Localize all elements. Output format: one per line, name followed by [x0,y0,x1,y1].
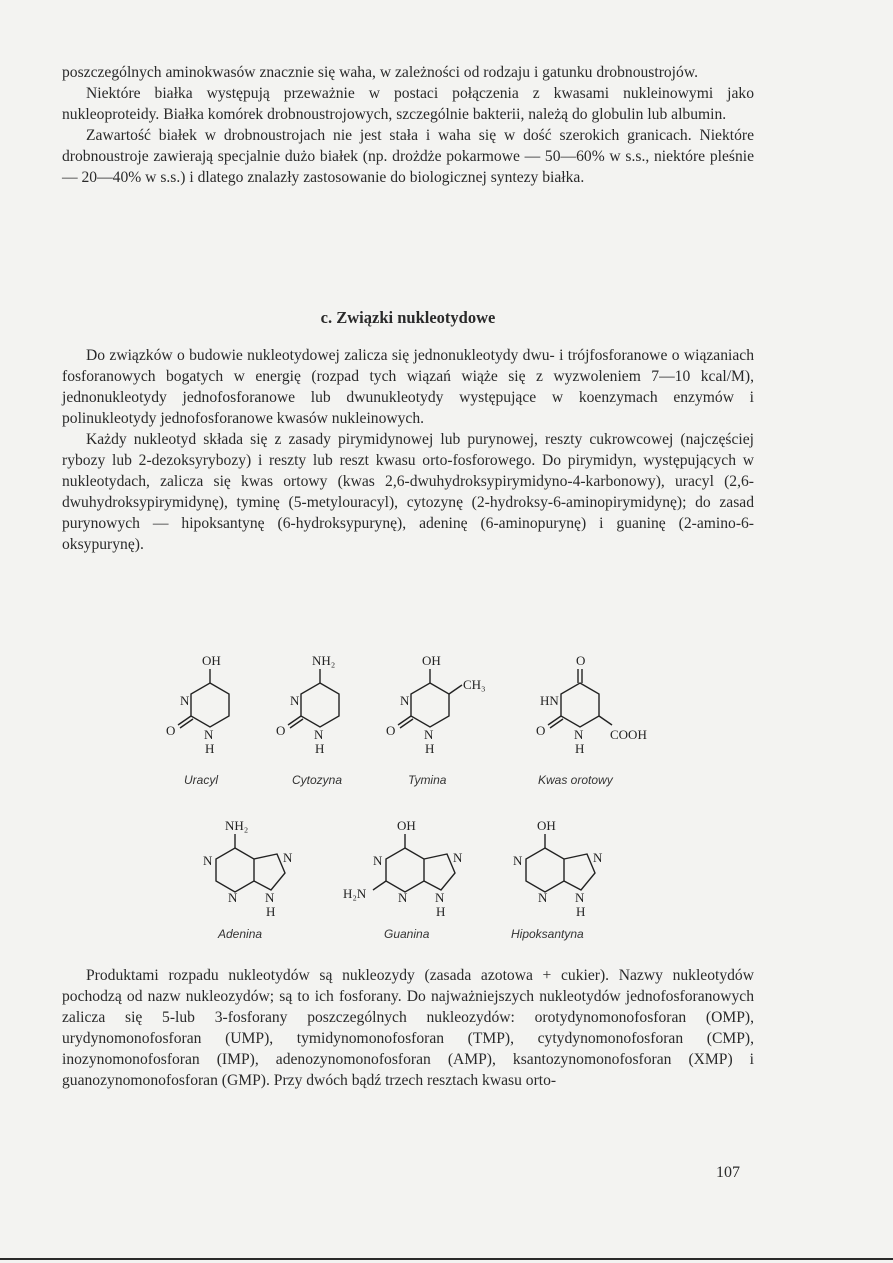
atom-label: N [574,727,584,742]
ring [424,854,455,890]
atom-label: H [205,741,215,756]
atom-label: N [290,693,300,708]
atom-label: N [453,850,463,865]
bond [548,716,561,725]
bond [373,881,386,890]
atom-label: OH [537,818,556,833]
caption-uracyl: Uracyl [184,773,219,787]
atom-label: O [386,723,396,738]
bond [599,716,612,725]
atom-label: H [576,904,586,919]
ring [564,854,595,890]
atom-label: H [425,741,435,756]
atom-label: N [398,890,408,905]
bond [400,719,413,728]
uracyl-structure [166,653,229,756]
bond [449,685,462,694]
cytozyna-structure [276,653,339,756]
ring [561,683,599,727]
atom-label: NH₂ [225,818,249,833]
atom-label: N [283,850,293,865]
atom-label: O [576,653,586,668]
atom-label: N [400,693,410,708]
atom-label: N [203,853,213,868]
bond [178,716,191,725]
atom-label: OH [202,653,221,668]
bond [288,716,301,725]
ring [216,848,254,892]
paragraph: Produktami rozpadu nukleotydów są nukleozydy (zasada azotowa + cukier). Nazwy nukleotydów pochodzą od nazw nukleozydów; są to ich fosforany. Do najważniejszych nukleotydów jednofosforanowych zalicza się 5-lub 3-fosforany poszczególnych nukleozydów: orotydynomonofosforan (OMP), urydynomonofosforan (UMP), tymidynomonofosforan (TMP), cytydynomonofosforan (CMP), inozynomonofosforan (IMP), adenozynomonofosforan (AMP), ksantozynomonofosforan (XMP) i guanozynomonofosforan (GMP). Przy dwóch bądź trzech resztach kwasu orto- [62,967,754,1089]
ring [411,683,449,727]
caption-cytozyna: Cytozyna [292,773,343,787]
bond [180,719,193,728]
atom-label: N [204,727,214,742]
atom-label: CH₃ [463,677,486,692]
ring [301,683,339,727]
bond [290,719,303,728]
atom-label: N [593,850,603,865]
text-block-bottom [62,965,754,1091]
atom-label: N [575,890,585,905]
atom-label: N [538,890,548,905]
adenina-structure [203,818,293,919]
paragraph: Każdy nukleotyd składa się z zasady pirymidynowej lub purynowej, reszty cukrowcowej (najczęściej rybozy lub 2-dezoksyrybozy) i reszty lub reszt kwasu orto-fosforowego. Do pirymidyn, występujących w nukleotydach, zalicza się kwas ortowy (kwas 2,6-dwuhydroksypirymidyno-4-karbonowy), uracyl (2,6-dwuhydroksypirymidynę), tyminę (5-metylouracyl), cytozynę (2-hydroksy-6-aminopirymidynę); do zasad purynowych — hipoksantynę (6-hydroksypurynę), adeninę (6-aminopurynę) i guaninę (2-amino-6-oksypurynę). [62,431,754,553]
tymina-structure [386,653,486,756]
atom-label: H [315,741,325,756]
bond [398,716,411,725]
hipoksantyna-structure [513,818,603,919]
atom-label: N [228,890,238,905]
ring [386,848,424,892]
paragraph: Niektóre białka występują przeważnie w postaci połączenia z kwasami nukleinowymi jako nukleoproteidy. Białka komórek drobnoustrojowych, szczególnie bakterii, należą do globulin lub albumin. [62,85,754,123]
page-number: 107 [716,1164,740,1181]
caption-adenina: Adenina [218,927,263,941]
atom-label: OH [397,818,416,833]
atom-label: OH [422,653,441,668]
atom-label: N [314,727,324,742]
atom-label: N [424,727,434,742]
bottom-edge-rule [0,1258,893,1260]
kwas-orotowy-structure [536,653,647,756]
atom-label: N [513,853,523,868]
guanina-structure [343,818,463,919]
bond [550,719,563,728]
paragraph: Zawartość białek w drobnoustrojach nie jest stała i waha się w dość szerokich granicach. Niektóre drobnoustroje zawierają specjalnie dużo białek (np. drożdże pokarmowe — 50—60% w s.s., niektóre pleśnie — 20—40% w s.s.) i dlatego znalazły zastosowanie do biologicznej syntezy białka. [62,127,754,186]
atom-label: O [276,723,286,738]
ring [254,854,285,890]
ring [526,848,564,892]
caption-kwas-orotowy: Kwas orotowy [538,773,613,787]
atom-label: COOH [610,727,647,742]
ring [191,683,229,727]
atom-label: NH₂ [312,653,336,668]
caption-guanina: Guanina [384,927,430,941]
section-heading: c. Związki nukleotydowe [320,308,496,327]
atom-label: H [436,904,446,919]
atom-label: N [180,693,190,708]
paragraph: Do związków o budowie nukleotydowej zalicza się jednonukleotydy dwu- i trójfosforanowe o wiązaniach fosforanowych bogatych w energię (rozpad tych wiązań wiąże się z wyzwoleniem 7—10 kcal/M), jednonukleotydy jednofosforanowe lub dwunukleotydy występujące w koenzymach enzymów i polinukleotydy jednofosforanowe kwasów nukleinowych. [62,347,754,427]
atom-label: O [166,723,176,738]
caption-tymina: Tymina [408,773,447,787]
atom-label: H [575,741,585,756]
atom-label: HN [540,693,559,708]
paragraph: poszczególnych aminokwasów znacznie się waha, w zależności od rodzaju i gatunku drobnoustrojów. [62,64,698,81]
atom-label: H [266,904,276,919]
atom-label: N [265,890,275,905]
caption-hipoksantyna: Hipoksantyna [511,927,584,941]
atom-label: N [435,890,445,905]
atom-label: H₂N [343,886,367,901]
atom-label: N [373,853,383,868]
atom-label: O [536,723,546,738]
